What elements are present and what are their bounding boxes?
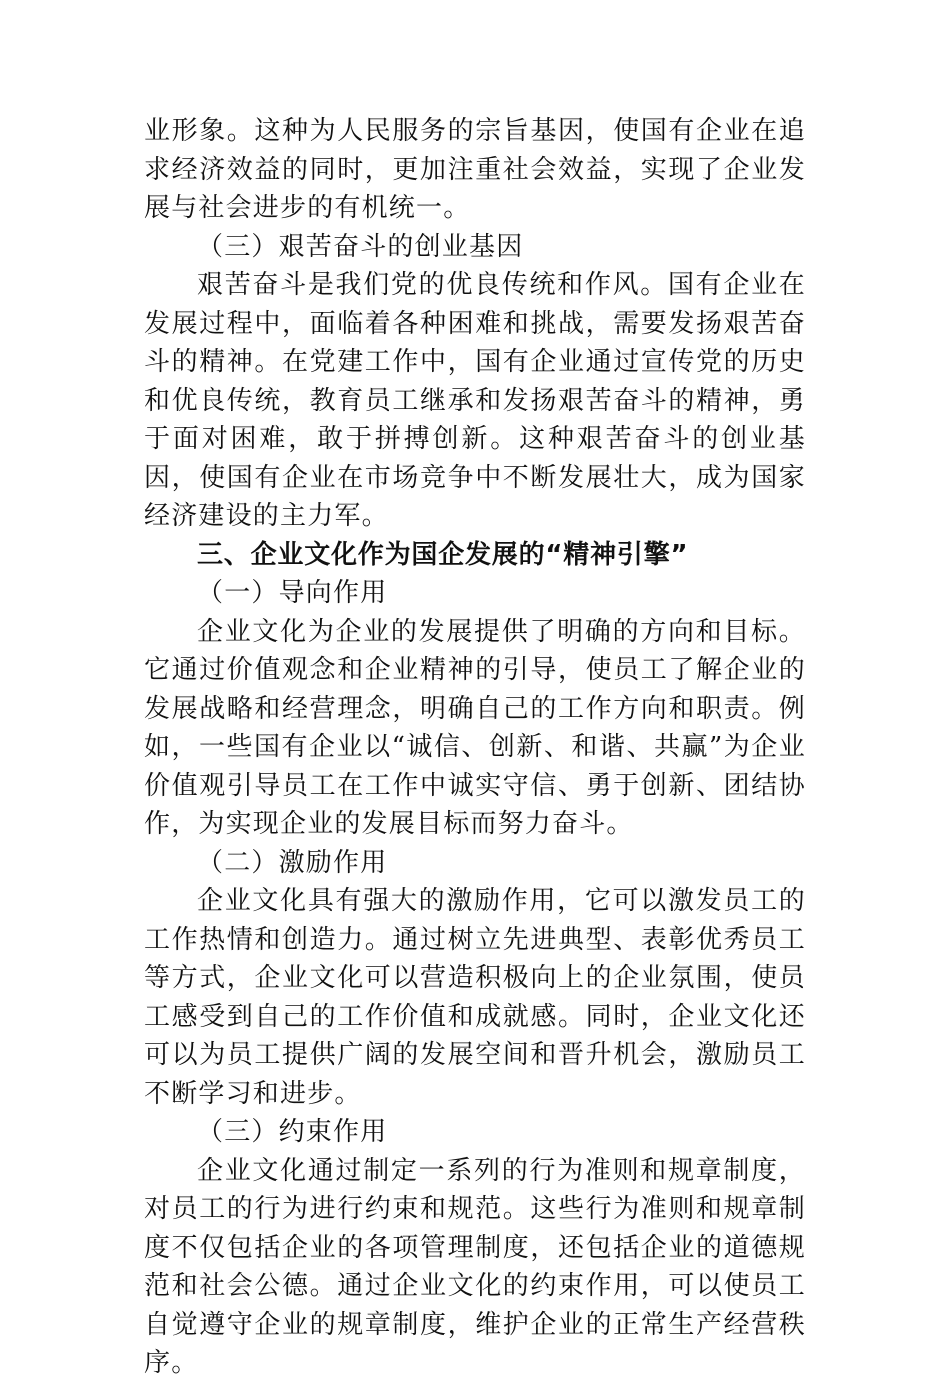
paragraph-guidance: 企业文化为企业的发展提供了明确的方向和目标。它通过价值观念和企业精神的引导，使员工了解企业的发展战略和经营理念，明确自己的工作方向和职责。例如，一些国有企业以“诚信、创新、和谐、共赢”为企业价值观引导员工在工作中诚实守信、勇于创新、团结协作，为实现企业的发展目标而努力奋斗。 [144,616,806,839]
continuation-paragraph: 业形象。这种为人民服务的宗旨基因，使国有企业在追求经济效益的同时，更加注重社会效益，实现了企业发展与社会进步的有机统一。 [144,116,806,223]
document-body [144,112,806,1383]
paragraph-motivation: 企业文化具有强大的激励作用，它可以激发员工的工作热情和创造力。通过树立先进典型、表彰优秀员工等方式，企业文化可以营造积极向上的企业氛围，使员工感受到自己的工作价值和成就感。同时，企业文化还可以为员工提供广阔的发展空间和晋升机会，激励员工不断学习和进步。 [144,886,806,1109]
subheading-constraint: （三）约束作用 [197,1117,388,1147]
paragraph-hardwork: 艰苦奋斗是我们党的优良传统和作风。国有企业在发展过程中，面临着各种困难和挑战，需要发扬艰苦奋斗的精神。在党建工作中，国有企业通过宣传党的历史和优良传统，教育员工继承和发扬艰苦奋斗的精神，勇于面对困难，敢于拼搏创新。这种艰苦奋斗的创业基因，使国有企业在市场竞争中不断发展壮大，成为国家经济建设的主力军。 [144,270,806,531]
subheading-guidance: （一）导向作用 [197,578,388,608]
section-heading-culture-engine: 三、企业文化作为国企发展的“精神引擎” [197,539,689,570]
subheading-hardwork-gene: （三）艰苦奋斗的创业基因 [197,231,524,262]
subheading-motivation: （二）激励作用 [197,847,388,878]
paragraph-constraint: 企业文化通过制定一系列的行为准则和规章制度，对员工的行为进行约束和规范。这些行为准则和规章制度不仅包括企业的各项管理制度，还包括企业的道德规范和社会公德。通过企业文化的约束作用，可以使员工自觉遵守企业的规章制度，维护企业的正常生产经营秩序。 [144,1155,806,1378]
